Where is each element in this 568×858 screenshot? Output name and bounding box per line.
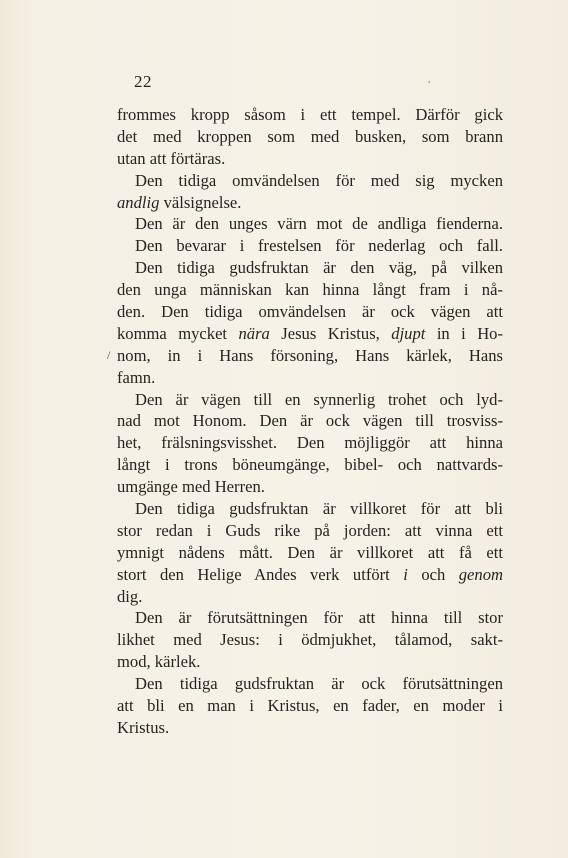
print-speck: , — [428, 74, 431, 85]
text-line: Den tidiga gudsfruktan är villkoret för att bli — [135, 499, 503, 519]
text-segment: in i Ho- — [425, 323, 503, 343]
italic-text: genom — [458, 564, 503, 584]
text-line: Den är förutsättningen för att hinna till stor — [135, 608, 503, 628]
text-line: famn. — [117, 367, 156, 387]
text-line: att bli en man i Kristus, en fader, en moder i — [117, 696, 503, 716]
text-line: ymnigt nådens mått. Den är villkoret att få ett — [117, 542, 503, 562]
text-line: dig. — [117, 586, 143, 606]
text-line — [117, 564, 503, 586]
margin-mark: / — [107, 348, 111, 362]
text-line: Den bevarar i frestelsen för nederlag och fall. — [135, 236, 503, 256]
body-text — [117, 104, 503, 739]
text-line: den unga människan kan hinna långt fram i nå- — [117, 280, 503, 300]
text-line: utan att förtäras. — [117, 148, 226, 168]
text-segment: välsignelse. — [159, 192, 242, 212]
text-line: Den tidiga omvändelsen för med sig mycken — [135, 170, 503, 190]
italic-text: i — [403, 564, 408, 584]
text-line: frommes kropp såsom i ett tempel. Därför gick — [117, 105, 503, 124]
text-line: Den är den unges värn mot de andliga fienderna. — [135, 214, 503, 234]
text-line: mod, kärlek. — [117, 652, 201, 672]
text-segment: stort den Helige Andes verk utfört — [117, 564, 404, 584]
text-line: Kristus. — [117, 717, 170, 737]
text-line — [117, 323, 503, 345]
text-line: nom, in i Hans försoning, Hans kärlek, Hans — [117, 345, 503, 365]
text-line: het, frälsningsvisshet. Den möjliggör att hinna — [117, 433, 503, 453]
text-segment: och — [407, 564, 459, 584]
text-line: Den tidiga gudsfruktan är den väg, på vilken — [135, 258, 503, 278]
text-line: Den tidiga gudsfruktan är ock förutsättningen — [135, 674, 503, 694]
text-line: nad mot Honom. Den är ock vägen till trosviss- — [117, 411, 503, 431]
italic-text: andlig — [117, 192, 160, 212]
text-line — [117, 192, 503, 214]
italic-text: nära — [238, 323, 270, 343]
italic-text: djupt — [391, 323, 426, 343]
text-line: Den är vägen till en synnerlig trohet och lyd- — [135, 389, 503, 409]
text-line: den. Den tidiga omvändelsen är ock vägen att — [117, 302, 503, 322]
text-line: stor redan i Guds rike på jorden: att vinna ett — [117, 520, 503, 540]
page-number: 22 — [134, 72, 152, 91]
text-line: likhet med Jesus: i ödmjukhet, tålamod, sakt- — [117, 630, 503, 650]
text-line: långt i trons böneumgänge, bibel- och nattvards- — [117, 455, 503, 475]
text-segment: Jesus Kristus, — [269, 323, 392, 343]
text-line: det med kroppen som med busken, som brann — [117, 126, 503, 146]
text-line: umgänge med Herren. — [117, 477, 265, 497]
text-segment: komma mycket — [117, 323, 239, 343]
